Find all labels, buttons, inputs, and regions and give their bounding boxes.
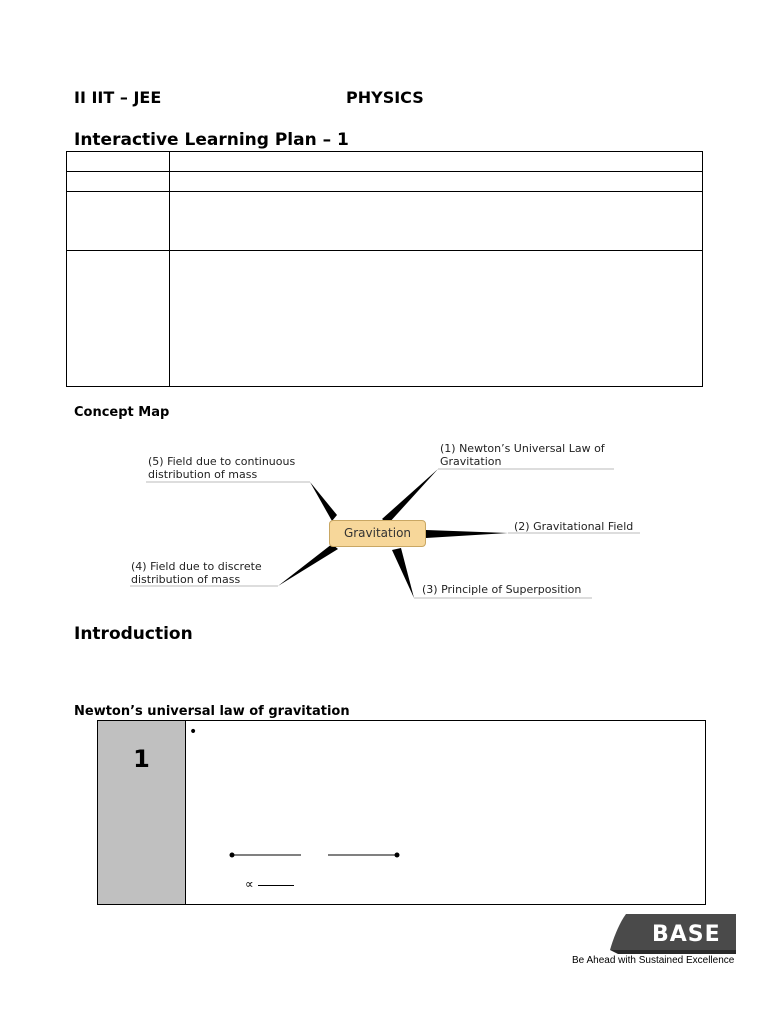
subject-title: PHYSICS [346, 88, 424, 107]
plan-cell [67, 172, 170, 192]
branch-3 [392, 548, 414, 598]
newton-heading: Newton’s universal law of gravitation [74, 704, 350, 719]
plan-row [67, 152, 703, 172]
proportional-symbol: ∝ [245, 877, 254, 891]
plan-row [67, 192, 703, 251]
concept-map [126, 436, 642, 600]
number-panel [98, 721, 186, 904]
branch-4 [278, 544, 338, 586]
branch-label-5: (5) Field due to continuous distribution of mass [148, 455, 296, 481]
plan-cell [170, 172, 703, 192]
plan-cell [67, 152, 170, 172]
plan-table [66, 151, 703, 387]
mass-diagram [226, 849, 402, 861]
plan-cell [170, 152, 703, 172]
plan-row [67, 172, 703, 192]
plan-cell [67, 251, 170, 387]
branch-label-3: (3) Principle of Superposition [422, 583, 582, 596]
branch-1 [382, 469, 438, 524]
concept-map-center: Gravitation [329, 520, 426, 547]
bullet: • [189, 724, 198, 740]
course-title: II IIT – JEE [74, 88, 162, 107]
branch-2 [426, 530, 508, 538]
branch-label-2: (2) Gravitational Field [514, 520, 634, 533]
plan-cell [170, 192, 703, 251]
branch-5 [310, 482, 337, 521]
branch-label-1: (1) Newton’s Universal Law of Gravitation [440, 442, 605, 468]
base-logo [566, 914, 736, 972]
proportional-line [258, 885, 294, 886]
plan-cell [170, 251, 703, 387]
tagline: Be Ahead with Sustained Excellence [572, 955, 735, 966]
concept-map-heading: Concept Map [74, 405, 170, 420]
section-number: 1 [133, 745, 150, 773]
branch-label-4: (4) Field due to discrete distribution of mass [131, 560, 262, 586]
logo-text: BASE [652, 922, 721, 947]
plan-title: Interactive Learning Plan – 1 [74, 130, 349, 150]
plan-cell [67, 192, 170, 251]
plan-row [67, 251, 703, 387]
introduction-heading: Introduction [74, 624, 193, 644]
mass-point-right [395, 853, 400, 858]
newton-box [97, 720, 706, 905]
